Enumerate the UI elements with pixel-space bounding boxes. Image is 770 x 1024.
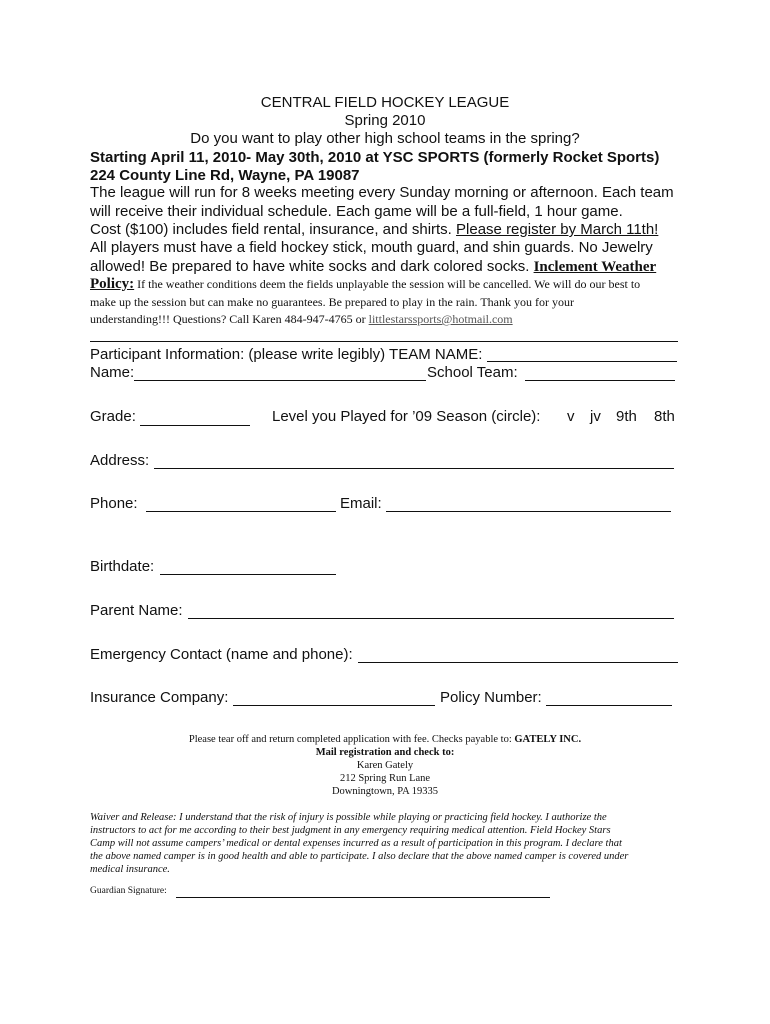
cost-text: Cost ($100) includes field rental, insurance, and shirts. [90, 221, 457, 238]
info-line-1: The league will run for 8 weeks meeting every Sunday morning or afternoon. Each team [90, 184, 674, 201]
socks-text: allowed! Be prepared to have white socks and dark colored socks. [90, 258, 534, 275]
insurance-company-field[interactable] [233, 705, 435, 706]
phone-label: Phone: [90, 495, 138, 512]
policy-number-label: Policy Number: [440, 689, 542, 706]
level-option-8th[interactable]: 8th [654, 408, 675, 425]
header-question: Do you want to play other high school teams in the spring? [190, 130, 580, 147]
email-field[interactable] [386, 511, 671, 512]
season-label: Spring 2010 [344, 112, 426, 129]
address-field[interactable] [154, 468, 674, 469]
waiver-line-4: the above named camper is in good health and able to participate. I also declare that the above named camper is covered under [90, 851, 629, 862]
team-name-field[interactable] [487, 361, 677, 362]
email-label: Email: [340, 495, 382, 512]
grade-label: Grade: [90, 408, 136, 425]
emergency-contact-label: Emergency Contact (name and phone): [90, 646, 353, 663]
info-line-5 [90, 258, 656, 276]
questions-text: understanding!!! Questions? Call Karen 484-947-4765 or [90, 312, 369, 326]
info-line-3 [90, 221, 658, 238]
level-option-9th[interactable]: 9th [616, 408, 637, 425]
inclement-weather-heading: Inclement Weather [533, 259, 657, 275]
mail-name: Karen Gately [356, 760, 414, 771]
dates-line: Starting April 11, 2010- May 30th, 2010 at YSC SPORTS (formerly Rocket Sports) [90, 149, 660, 166]
waiver-line-2: instructors to act for me according to their best judgment in any emergency requiring medical attention. Field Hockey Stars [90, 825, 611, 836]
policy-line-2: make up the session but can make no guarantees. Be prepared to play in the rain. Thank you for your [90, 295, 574, 309]
waiver-line-3: Camp will not assume campers’ medical or dental expenses incurred as a result of participation in this program. I declare that [90, 838, 622, 849]
mail-street: 212 Spring Run Lane [339, 773, 431, 784]
level-option-jv[interactable]: jv [590, 408, 601, 425]
section-divider [90, 341, 678, 342]
mail-city: Downingtown, PA 19335 [331, 786, 439, 797]
school-team-field[interactable] [525, 380, 675, 381]
waiver-line-1: Waiver and Release: I understand that the risk of injury is possible while playing or practicing field hockey. I authorize the [90, 812, 607, 823]
policy-label: Policy: [90, 276, 135, 292]
policy-line-1 [90, 276, 640, 293]
mailing-instructions [0, 734, 770, 745]
register-deadline: Please register by March 11th! [456, 221, 659, 238]
parent-name-field[interactable] [188, 618, 674, 619]
insurance-company-label: Insurance Company: [90, 689, 229, 706]
tear-off-text: Please tear off and return completed application with fee. Checks payable to: [188, 734, 515, 745]
info-line-4: All players must have a field hockey stick, mouth guard, and shin guards. No Jewelry [90, 239, 653, 256]
waiver-line-5: medical insurance. [90, 864, 170, 875]
venue-address: 224 County Line Rd, Wayne, PA 19087 [90, 167, 360, 184]
emergency-contact-field[interactable] [358, 662, 678, 663]
participant-info-label: Participant Information: (please write legibly) TEAM NAME: [90, 346, 483, 363]
guardian-signature-field[interactable] [176, 897, 550, 898]
contact-email-link[interactable]: littlestarssports@hotmail.com [368, 312, 513, 326]
level-label: Level you Played for ’09 Season (circle): [272, 408, 541, 425]
birthdate-field[interactable] [160, 574, 336, 575]
payee-name: GATELY INC. [514, 734, 582, 745]
grade-field[interactable] [140, 425, 250, 426]
school-team-label: School Team: [427, 364, 518, 381]
parent-name-label: Parent Name: [90, 602, 183, 619]
league-title: CENTRAL FIELD HOCKEY LEAGUE [260, 94, 510, 111]
policy-line-3 [90, 312, 513, 327]
address-label: Address: [90, 452, 150, 469]
name-field[interactable] [134, 380, 426, 381]
policy-text-1: If the weather conditions deem the fields unplayable the session will be cancelled. We will do our best to [134, 277, 641, 291]
info-line-2: will receive their individual schedule. Each game will be a full-field, 1 hour game. [90, 203, 623, 220]
birthdate-label: Birthdate: [90, 558, 155, 575]
level-option-v[interactable]: v [567, 408, 575, 425]
name-label: Name: [90, 364, 135, 381]
policy-number-field[interactable] [546, 705, 672, 706]
phone-field[interactable] [146, 511, 336, 512]
mail-to-heading: Mail registration and check to: [315, 747, 455, 758]
guardian-signature-label: Guardian Signature: [90, 886, 167, 896]
